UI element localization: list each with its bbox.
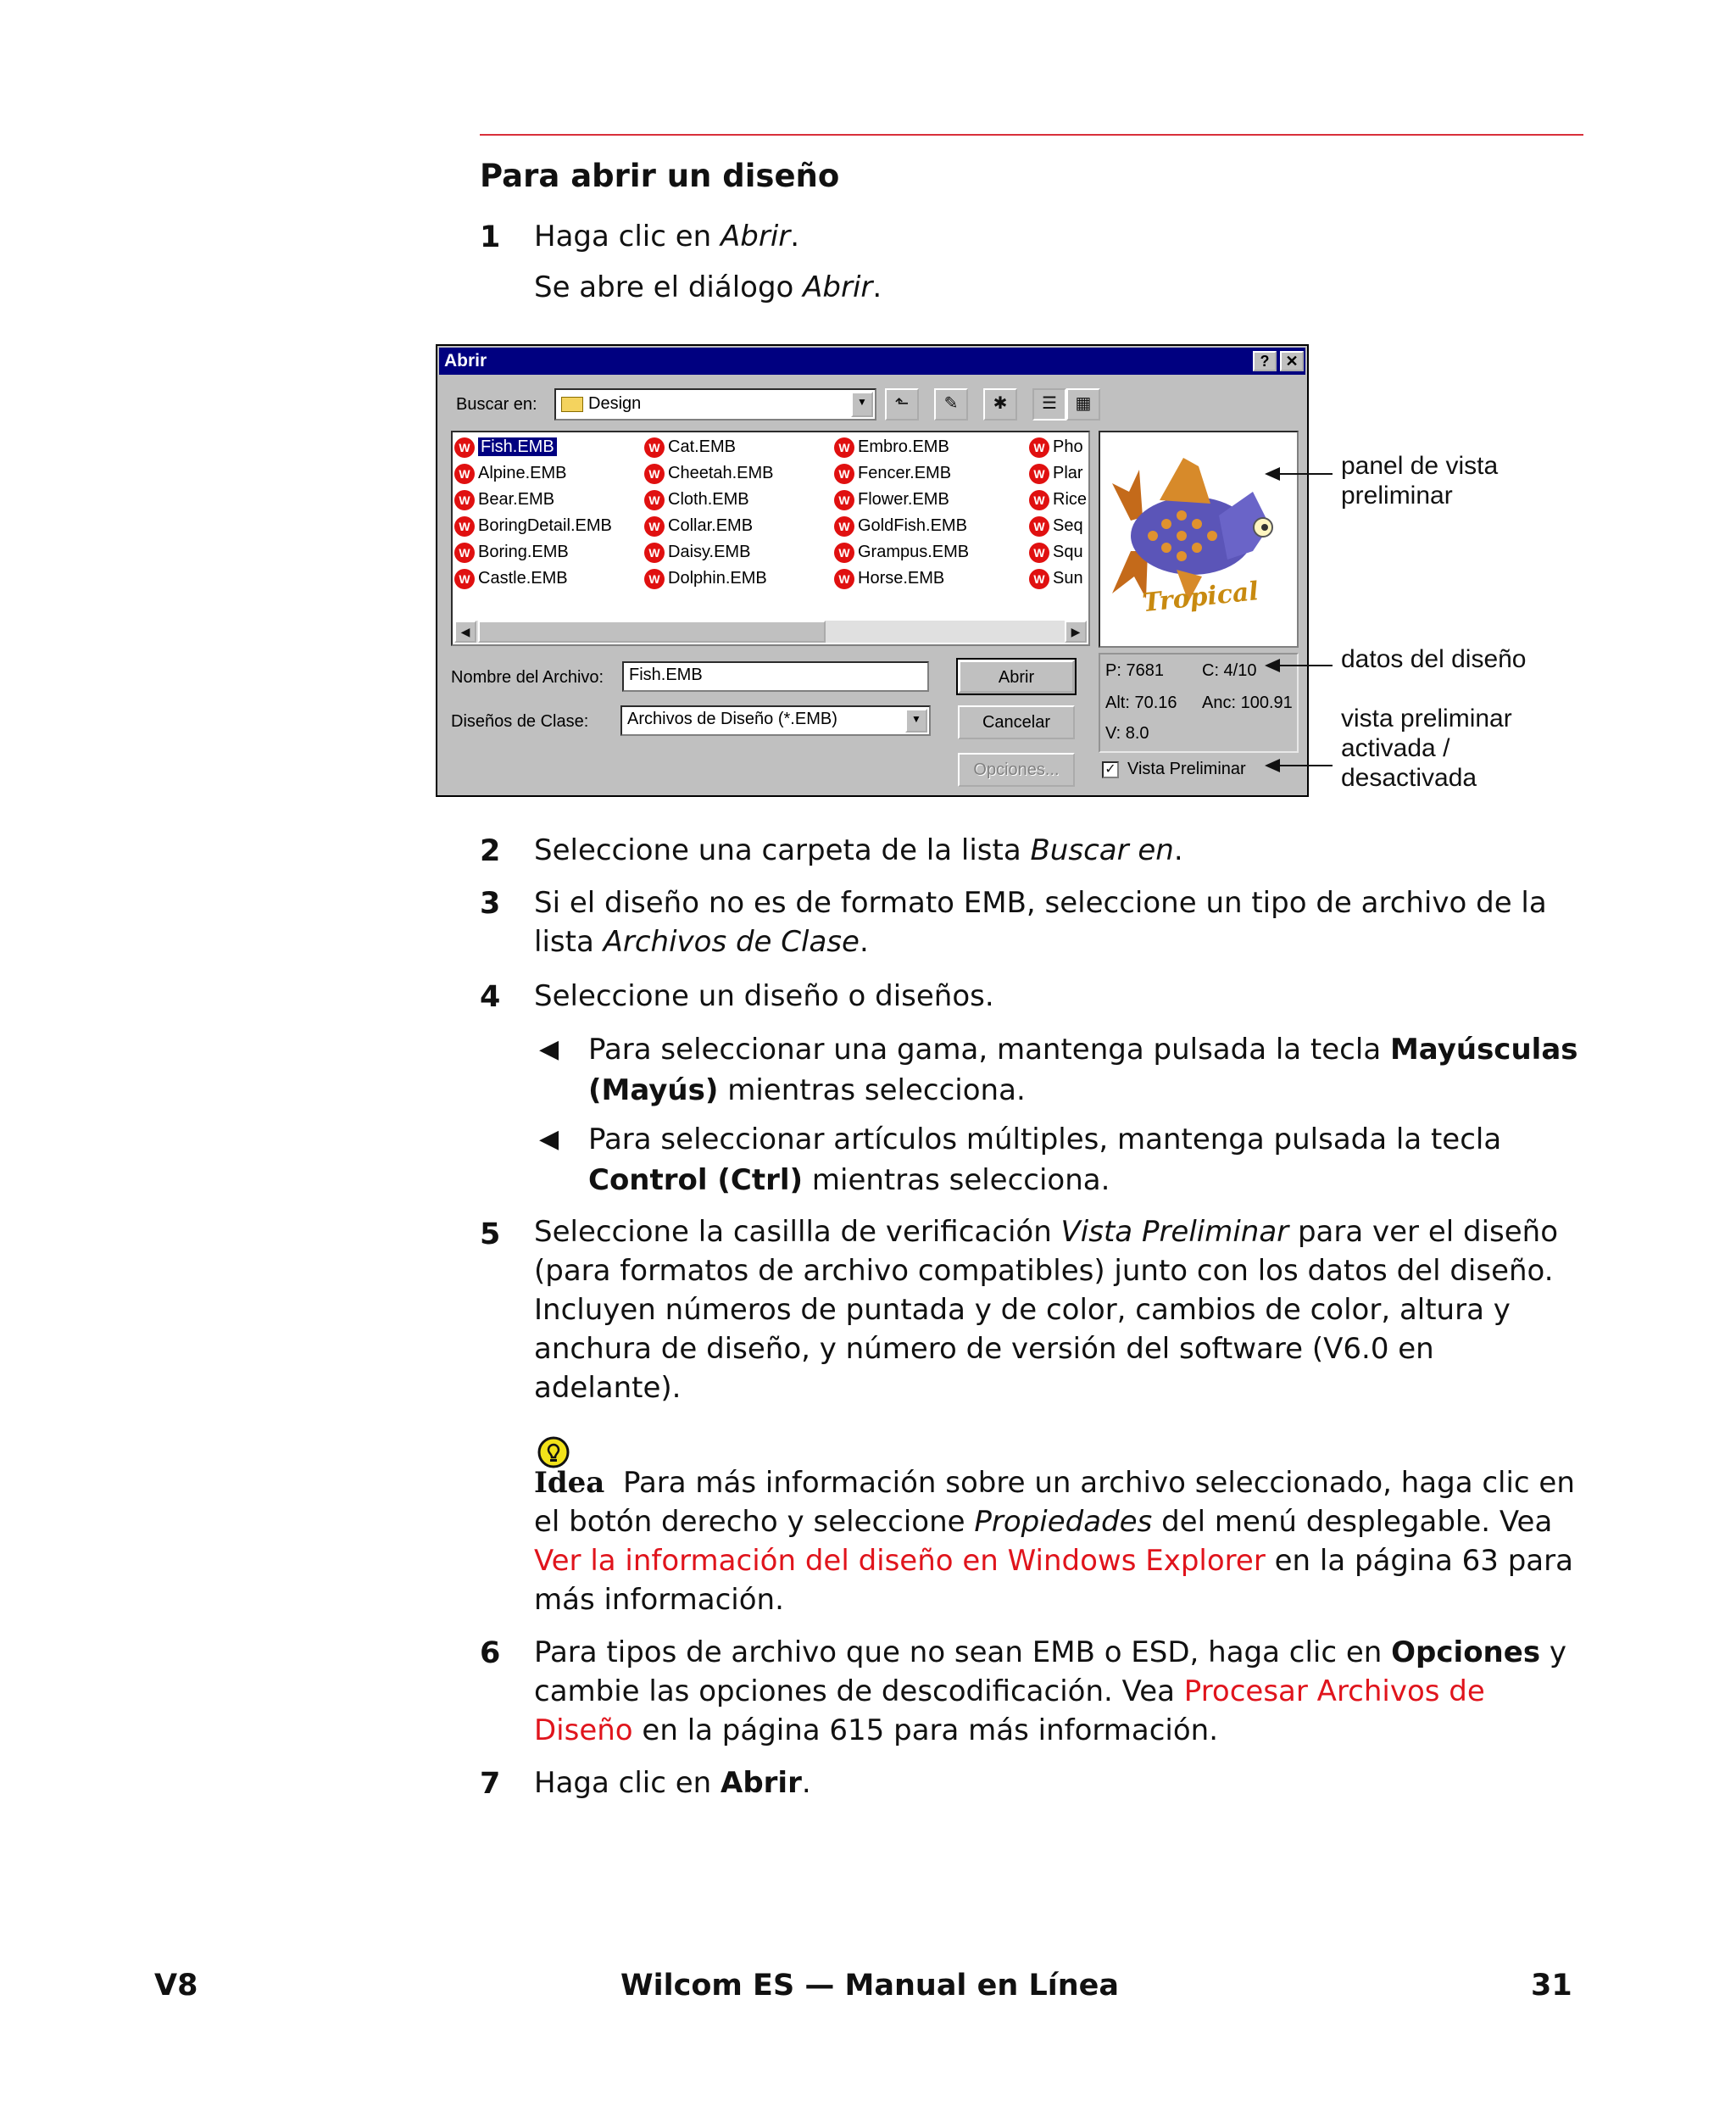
file-name: Flower.EMB bbox=[858, 490, 949, 509]
file-name: Collar.EMB bbox=[668, 516, 754, 535]
stat-height: Alt: 70.16 bbox=[1105, 694, 1177, 712]
file-name: Cheetah.EMB bbox=[668, 464, 774, 482]
file-name: Daisy.EMB bbox=[668, 543, 751, 561]
embroidery-file-icon: W bbox=[454, 490, 475, 510]
step-6-text: Para tipos de archivo que no sean EMB o ESD, haga clic en Opciones y cambie las opciones de descodificación. Vea Procesar Archivos de Diseño en la página 615 para más información. bbox=[534, 1635, 1566, 1747]
embroidery-file-icon: W bbox=[834, 569, 854, 589]
embroidery-file-icon: W bbox=[1029, 437, 1049, 458]
file-name: Pho bbox=[1053, 437, 1083, 456]
file-item[interactable] bbox=[834, 488, 949, 510]
embroidery-file-icon: W bbox=[834, 437, 854, 458]
preview-checkbox-label: Vista Preliminar bbox=[1127, 760, 1246, 778]
scroll-left-icon[interactable]: ◀ bbox=[454, 621, 476, 643]
footer-title: Wilcom ES — Manual en Línea bbox=[620, 1969, 1120, 2003]
step-2-text: Seleccione una carpeta de la lista Buscar en. bbox=[534, 833, 1183, 867]
look-in-label: Buscar en: bbox=[456, 395, 537, 414]
step-1-result: Se abre el diálogo Abrir. bbox=[534, 270, 882, 304]
file-item[interactable] bbox=[1029, 567, 1083, 589]
step-4-bullet-2: Para seleccionar artículos múltiples, mantenga pulsada la tecla Control (Ctrl) mientras selecciona. bbox=[588, 1123, 1502, 1197]
look-in-select[interactable] bbox=[554, 388, 876, 421]
file-item[interactable] bbox=[1029, 436, 1083, 458]
embroidery-file-icon: W bbox=[644, 516, 665, 537]
callout-arrow bbox=[1266, 665, 1333, 666]
folder-icon bbox=[561, 397, 583, 412]
bullet-arrow-icon: ◀ bbox=[539, 1034, 559, 1064]
embroidery-file-icon: W bbox=[454, 437, 475, 458]
open-button[interactable]: Abrir bbox=[958, 660, 1075, 694]
callout-preview-toggle: vista preliminar activada / desactivada bbox=[1341, 705, 1512, 792]
file-item[interactable] bbox=[834, 462, 951, 484]
embroidery-file-icon: W bbox=[834, 464, 854, 484]
step-number: 1 bbox=[480, 220, 501, 254]
step-6-link[interactable]: Procesar Archivos de Diseño bbox=[534, 1674, 1485, 1747]
embroidery-file-icon: W bbox=[1029, 569, 1049, 589]
file-item[interactable] bbox=[644, 541, 750, 563]
preview-checkbox[interactable]: ✓ bbox=[1102, 761, 1119, 778]
step-number: 4 bbox=[480, 980, 501, 1014]
file-name: Grampus.EMB bbox=[858, 543, 970, 561]
file-item[interactable] bbox=[644, 567, 767, 589]
file-item[interactable] bbox=[454, 515, 612, 537]
file-name: Dolphin.EMB bbox=[668, 569, 767, 588]
idea-link[interactable]: Ver la información del diseño en Windows Explorer bbox=[534, 1544, 1266, 1578]
file-item[interactable] bbox=[454, 436, 557, 458]
file-name: Squ bbox=[1053, 543, 1083, 561]
step-number: 7 bbox=[480, 1767, 501, 1801]
step-7-text: Haga clic en Abrir. bbox=[534, 1766, 811, 1800]
stat-colors: C: 4/10 bbox=[1202, 661, 1257, 680]
embroidery-file-icon: W bbox=[834, 490, 854, 510]
file-name: GoldFish.EMB bbox=[858, 516, 967, 535]
dialog-title: Abrir bbox=[444, 351, 487, 370]
step-4-text: Seleccione un diseño o diseños. bbox=[534, 979, 994, 1013]
file-name: Castle.EMB bbox=[478, 569, 568, 588]
embroidery-file-icon: W bbox=[644, 490, 665, 510]
filetype-label: Diseños de Clase: bbox=[451, 712, 589, 731]
file-item[interactable] bbox=[834, 515, 967, 537]
up-folder-icon[interactable]: ⬑ bbox=[885, 388, 919, 421]
file-item[interactable] bbox=[834, 436, 949, 458]
embroidery-file-icon: W bbox=[834, 516, 854, 537]
step-3-text: Si el diseño no es de formato EMB, seleccione un tipo de archivo de la lista Archivos de Clase. bbox=[534, 886, 1547, 959]
embroidery-file-icon: W bbox=[1029, 516, 1049, 537]
desktop-icon[interactable]: ✎ bbox=[934, 388, 968, 421]
file-name: BoringDetail.EMB bbox=[478, 516, 612, 535]
embroidery-file-icon: W bbox=[1029, 543, 1049, 563]
file-name: Cloth.EMB bbox=[668, 490, 749, 509]
filename-input[interactable]: Fish.EMB bbox=[622, 661, 929, 692]
file-name: Horse.EMB bbox=[858, 569, 945, 588]
section-heading: Para abrir un diseño bbox=[480, 158, 840, 194]
footer-page-number: 31 bbox=[1531, 1969, 1572, 2003]
header-rule bbox=[480, 134, 1583, 136]
file-item[interactable] bbox=[644, 488, 749, 510]
details-view-icon[interactable]: ▦ bbox=[1066, 388, 1100, 421]
file-name: Embro.EMB bbox=[858, 437, 949, 456]
file-item[interactable] bbox=[834, 541, 969, 563]
footer-version: V8 bbox=[154, 1969, 198, 2003]
file-item[interactable] bbox=[454, 462, 567, 484]
new-folder-icon[interactable]: ✱ bbox=[983, 388, 1017, 421]
fish-preview-image bbox=[1100, 432, 1297, 646]
file-name: Bear.EMB bbox=[478, 490, 555, 509]
embroidery-file-icon: W bbox=[454, 543, 475, 563]
step-number: 6 bbox=[480, 1636, 501, 1670]
file-name: Seq bbox=[1053, 516, 1083, 535]
stat-version: V: 8.0 bbox=[1105, 724, 1149, 743]
filetype-value: Archivos de Diseño (*.EMB) bbox=[627, 710, 837, 728]
file-name: Fish.EMB bbox=[478, 437, 557, 456]
chevron-down-icon[interactable]: ▼ bbox=[851, 392, 873, 417]
horizontal-scrollbar[interactable] bbox=[454, 621, 1087, 643]
stat-stitches: P: 7681 bbox=[1105, 661, 1164, 680]
file-item[interactable] bbox=[1029, 515, 1083, 537]
file-item[interactable] bbox=[644, 436, 736, 458]
file-item[interactable] bbox=[834, 567, 944, 589]
file-item[interactable] bbox=[454, 567, 568, 589]
bullet-arrow-icon: ◀ bbox=[539, 1124, 559, 1154]
step-number: 3 bbox=[480, 887, 501, 921]
callout-arrow bbox=[1266, 473, 1333, 475]
file-item[interactable] bbox=[454, 488, 554, 510]
file-name: Boring.EMB bbox=[478, 543, 569, 561]
filetype-select[interactable] bbox=[620, 705, 931, 736]
embroidery-file-icon: W bbox=[454, 464, 475, 484]
file-name: Rice bbox=[1053, 490, 1088, 509]
callout-design-data: datos del diseño bbox=[1341, 645, 1527, 673]
file-item[interactable] bbox=[454, 541, 569, 563]
chevron-down-icon[interactable]: ▼ bbox=[905, 709, 927, 733]
callout-preview-panel: panel de vista preliminar bbox=[1341, 452, 1499, 510]
step-5-text: Seleccione la casillla de verificación Vista Preliminar para ver el diseño (para formatos de archivo compatibles) junto con los datos del diseño. Incluyen números de puntada y de color, cambios de color, altura y anchura de diseño, y número de versión del software (V6.0 en adelante). bbox=[534, 1215, 1559, 1405]
embroidery-file-icon: W bbox=[1029, 464, 1049, 484]
preview-word: Tropical bbox=[1141, 577, 1260, 619]
scroll-right-icon[interactable]: ▶ bbox=[1065, 621, 1087, 643]
dialog-titlebar bbox=[439, 348, 1305, 375]
filename-label: Nombre del Archivo: bbox=[451, 668, 604, 687]
step-number: 5 bbox=[480, 1217, 501, 1251]
embroidery-file-icon: W bbox=[454, 516, 475, 537]
embroidery-file-icon: W bbox=[644, 569, 665, 589]
callout-arrow bbox=[1266, 765, 1333, 766]
embroidery-file-icon: W bbox=[644, 543, 665, 563]
embroidery-file-icon: W bbox=[454, 569, 475, 589]
file-item[interactable] bbox=[1029, 488, 1087, 510]
options-button[interactable]: Opciones... bbox=[958, 753, 1075, 787]
file-item[interactable] bbox=[644, 515, 753, 537]
embroidery-file-icon: W bbox=[834, 543, 854, 563]
embroidery-file-icon: W bbox=[644, 437, 665, 458]
scroll-thumb[interactable] bbox=[478, 621, 826, 643]
list-view-icon[interactable]: ☰ bbox=[1032, 388, 1066, 421]
file-item[interactable] bbox=[1029, 462, 1083, 484]
help-button[interactable]: ? bbox=[1253, 351, 1277, 371]
step-1-text: Haga clic en Abrir. bbox=[534, 220, 800, 253]
open-dialog bbox=[436, 344, 1309, 797]
file-name: Plar bbox=[1053, 464, 1083, 482]
preview-panel bbox=[1099, 431, 1299, 648]
cancel-button[interactable]: Cancelar bbox=[958, 705, 1075, 739]
file-list[interactable] bbox=[451, 431, 1090, 646]
step-number: 2 bbox=[480, 834, 501, 868]
idea-text: Idea Para más información sobre un archivo seleccionado, haga clic en el botón derecho y seleccione Propiedades del menú desplegable. Vea Ver la información del diseño en Windows Explorer en la página 63 para más información. bbox=[534, 1466, 1575, 1617]
stat-width: Anc: 100.91 bbox=[1202, 694, 1293, 712]
step-4-bullet-1: Para seleccionar una gama, mantenga pulsada la tecla Mayúsculas (Mayús) mientras selecciona. bbox=[588, 1033, 1578, 1107]
file-item[interactable] bbox=[1029, 541, 1083, 563]
embroidery-file-icon: W bbox=[1029, 490, 1049, 510]
file-name: Alpine.EMB bbox=[478, 464, 567, 482]
file-name: Fencer.EMB bbox=[858, 464, 952, 482]
file-item[interactable] bbox=[644, 462, 774, 484]
file-name: Sun bbox=[1053, 569, 1083, 588]
look-in-value: Design bbox=[588, 394, 642, 413]
file-name: Cat.EMB bbox=[668, 437, 737, 456]
embroidery-file-icon: W bbox=[644, 464, 665, 484]
close-button[interactable]: ✕ bbox=[1280, 351, 1304, 371]
